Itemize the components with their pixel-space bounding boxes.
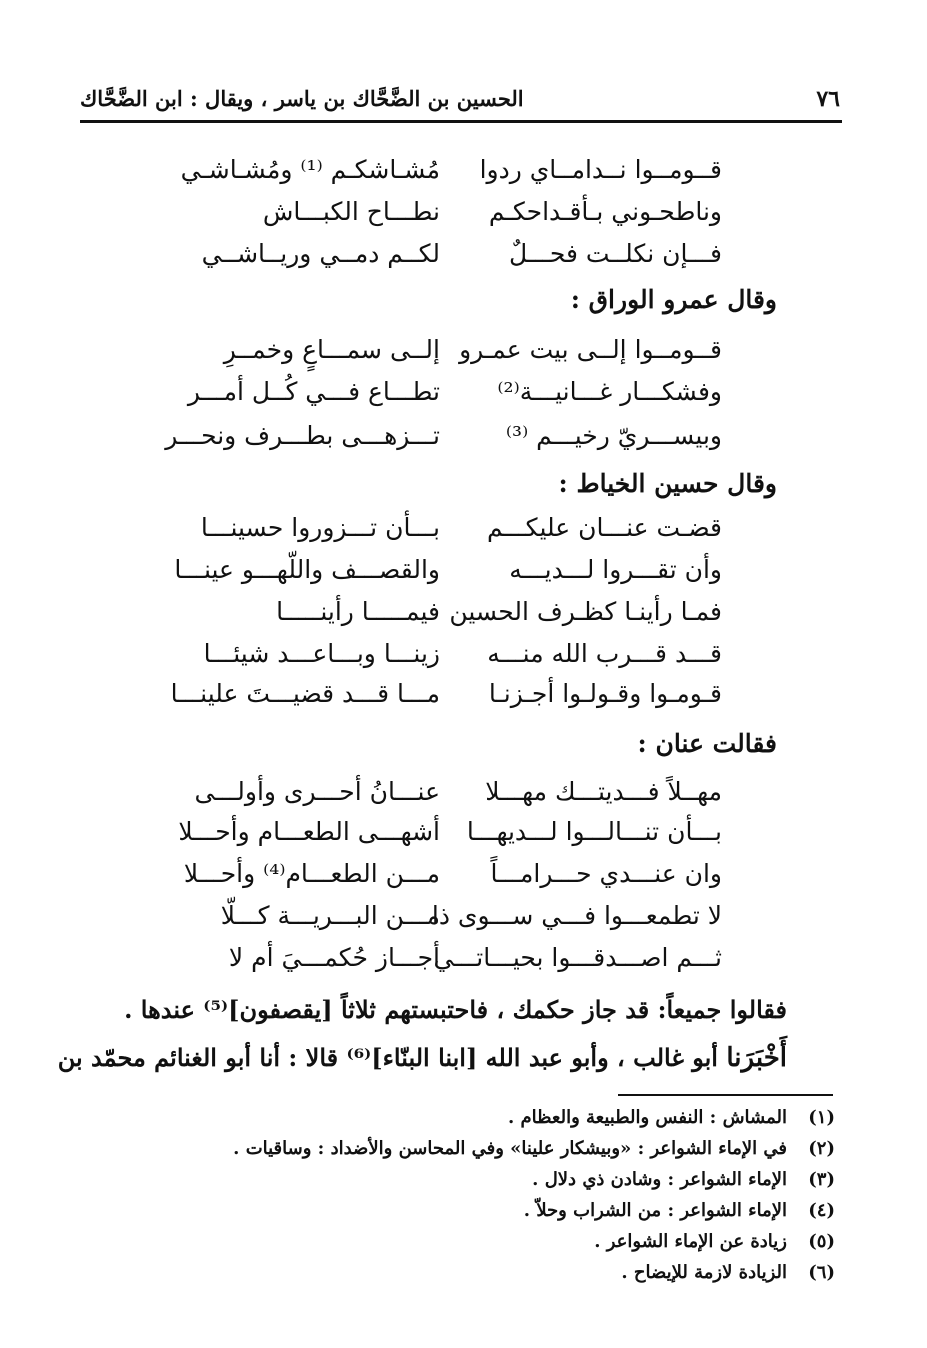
verse-hemistich-first: قـــد قـــرب الله منـــه [487,639,722,668]
verse-hemistich-second: نطـــاح الكبـــاش [262,197,440,226]
verse-hemistich-first: وأن تقـــروا لـــديـــه [509,555,722,584]
verse-hemistich-first: لا تطمعـــوا فـــي ســـوى ذا [431,901,722,930]
footnote-text: المشاش : النفس والطبيعة والعظام . [507,1107,787,1128]
footnote-2 [75,1133,835,1164]
verse-hemistich-second: بـــأن تـــزوروا حسينـــا [200,513,440,542]
footnote-number: (٣) [808,1169,835,1190]
footnote-text: الإماء الشواعر : وشادن ذي دلال . [532,1169,787,1190]
prose-isnad [58,1040,787,1076]
footnote-number: (٥) [808,1231,835,1252]
verse-hemistich-first: فمـا رأينـا كظـرف الحسين [449,597,722,626]
footnote-text: زيادة عن الإماء الشواعر . [594,1231,787,1252]
verse-hemistich-second: لكــم دمــي وريــاشــي [201,239,440,268]
verse-hemistich-second: والقصـــف واللّهـــو عينـــا [174,555,440,584]
footnote-number: (٤) [808,1200,835,1221]
verse-hemistich-first: وفشكـــار غـــانيـــة⁽²⁾ [497,377,722,406]
footnote-4 [75,1195,835,1226]
page-header [80,80,840,116]
poem-intro-husayn: وقال حسين الخياط : [558,469,777,498]
poem-intro-amr: وقال عمرو الوراق : [570,285,777,314]
verse-hemistich-second: أجـــاز حُكمـــيَ أم لا [228,943,440,972]
footnote-number: (٢) [808,1138,835,1159]
verse-hemistich-second: عنـــانُ أحـــرى وأولـــى [194,777,440,806]
header-rule [80,120,842,123]
verse-hemistich-second: زينـــا وبـــاعـــد شيئـــا [203,639,440,668]
verse-hemistich-second: أشهـــى الطعـــام وأحـــلا [178,817,440,846]
verse-hemistich-first: وناطحـوني بـأقـداحكـم [488,197,722,226]
verse-hemistich-first: قـومـوا وقـولـوا أجـزنـا [488,679,722,708]
verse-hemistich-second: تطـــاع فـــي كُــل أمـــر [187,377,440,406]
verse-hemistich-second: مـــن الطعـــام⁽⁴⁾ وأحـــلا [183,859,440,888]
footnote-5 [75,1226,835,1257]
verse-hemistich-second: مُشـاشكـم ⁽¹⁾ ومُشـاشـي [180,155,440,184]
verse-hemistich-first: وبيســـريّ رخيـــم ⁽³⁾ [505,421,722,450]
verse-hemistich-first: قضـت عنـــان عليكـــم [487,513,722,542]
verse-hemistich-first: بـــأن تنـــالـــوا لـــديهـــا [466,817,722,846]
verse-hemistich-second: إلــى سمـــاعٍ وخمــرِ [223,335,440,364]
footnote-number: (١) [808,1107,835,1128]
footnote-text: في الإماء الشواعر : «وبيشكار علينا» وفي المحاسن والأضداد : وساقيات . [233,1138,787,1159]
verse-hemistich-second: تـــزهـــى بطـــرف ونحـــر [165,421,440,450]
prose-isnad-text: أبو غالب ، وأبو عبد الله [ابنا البنّاء]⁽⁶⁾ قالا : أنا أبو الغنائم محمّد بن [57,1043,727,1072]
footnote-text: الزيادة لازمة للإيضاح . [621,1262,787,1283]
page-number: ٧٦ [816,86,840,112]
poem-intro-inan: فقالت عنان : [637,729,777,758]
verse-hemistich-first: قــومــوا إلــى بيت عمـرو [459,335,722,364]
footnote-number: (٦) [808,1262,835,1283]
footnote-3 [75,1164,835,1195]
verse-hemistich-first: ثـــم اصـــدقـــوا بحيـــاتـــي [433,943,722,972]
verse-hemistich-second: مـــا قـــد قضيـــتَ علينـــا [170,679,440,708]
footnote-rule [618,1094,833,1096]
prose-paragraph: فقالوا جميعاً: قد جاز حكمك ، فاحتبستهم ثلاثاً [يقصفون]⁽⁵⁾ عندها . [124,995,787,1024]
verse-hemistich-first: قــومــوا نــدامــاي ردوا [479,155,722,184]
prose-lead-word: أَخْبَرَنا [726,1043,787,1073]
verse-hemistich-first: مهــلاً فـــديتـــك مهـــلا [485,777,722,806]
footnote-6 [75,1257,835,1288]
footnotes [75,1102,835,1288]
verse-hemistich-second: فيمـــــا رأينـــــا [276,597,440,626]
footnote-text: الإماء الشواعر : من الشراب وحلاّ . [523,1200,787,1221]
running-title: الحسين بن الضَّحَّاك بن ياسر ، ويقال : ابن الضَّحَّاك [80,86,524,111]
footnote-1 [75,1102,835,1133]
verse-hemistich-second: مـــن البـــريـــة كـــلّا [220,901,440,930]
verse-hemistich-first: وان عنـــدي حـــرامـــاً [490,859,722,888]
verse-hemistich-first: فـــإن نكلــت فحـــلٌ [508,239,722,268]
